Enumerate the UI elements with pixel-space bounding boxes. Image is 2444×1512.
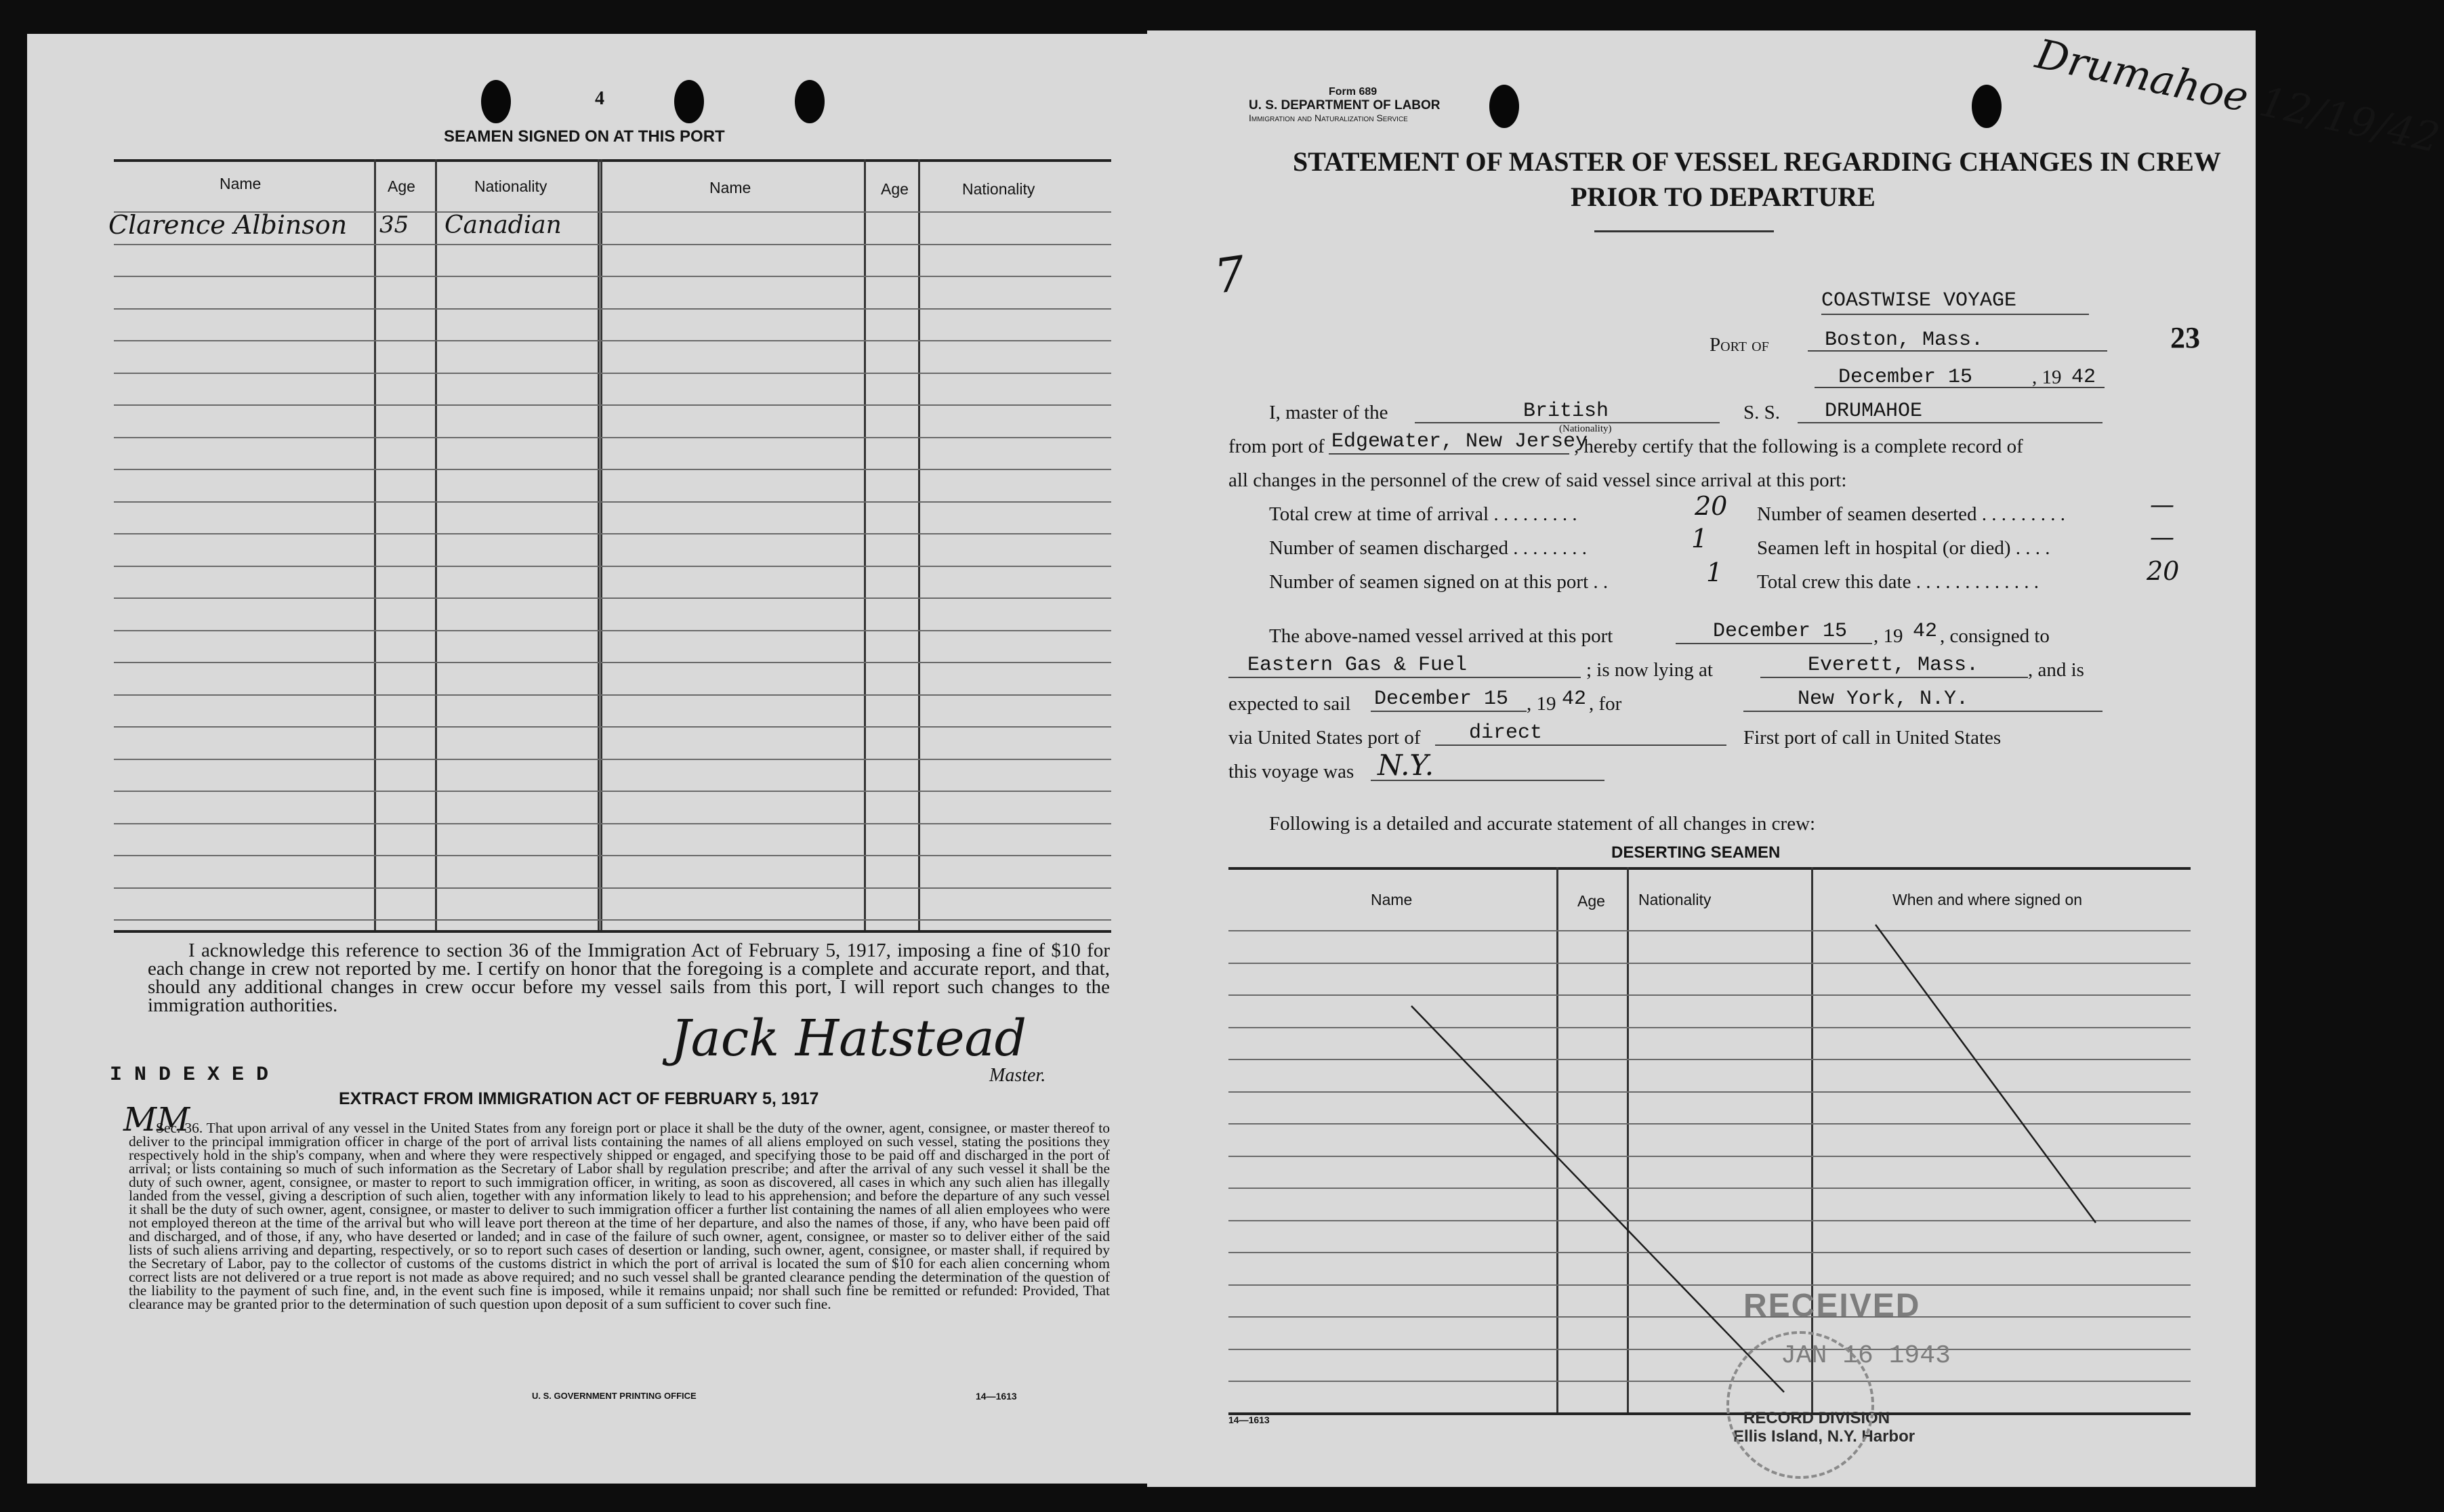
- certify-text-line2: all changes in the personnel of the crew of said vessel since arrival at this port:: [1228, 469, 1847, 491]
- seaman-name: Clarence Albinson: [108, 210, 348, 240]
- row-rule: [114, 566, 1111, 567]
- row-rule: [114, 791, 1111, 792]
- sail-century: , 19: [1527, 693, 1556, 715]
- statement-date: December 15: [1838, 366, 1973, 389]
- seaman-nationality: Canadian: [444, 211, 562, 239]
- binder-hole: [481, 80, 511, 123]
- deserted-value: —: [2150, 491, 2174, 519]
- following-label: Following is a detailed and accurate statement of all changes in crew:: [1269, 813, 1816, 835]
- indexed-stamp: I N D E X E D: [110, 1064, 269, 1087]
- row-rule: [114, 244, 1111, 245]
- received-stamp: RECEIVED: [1743, 1288, 1921, 1324]
- deserting-column-age: Age: [1577, 892, 1605, 910]
- port-label: Port of: [1710, 334, 1769, 356]
- row-rule: [114, 887, 1111, 889]
- arrived-label: The above-named vessel arrived at this port: [1269, 625, 1613, 647]
- this-voyage-label: this voyage was: [1228, 761, 1354, 782]
- clerk-initials: MM: [123, 1101, 190, 1139]
- postmark-circle: [1726, 1331, 1874, 1479]
- table-top-rule: [114, 159, 1111, 162]
- vessel-nationality: British: [1523, 400, 1609, 423]
- page-number: 4: [595, 88, 604, 109]
- hospital-value: —: [2150, 524, 2174, 551]
- discharged-label: Number of seamen discharged . . . . . . . .: [1269, 537, 1587, 559]
- row-rule: [114, 340, 1111, 341]
- row-rule: [114, 694, 1111, 696]
- via-label: via United States port of: [1228, 727, 1421, 749]
- row-rule: [114, 533, 1111, 534]
- column-rule: [918, 159, 920, 931]
- row-rule: [114, 469, 1111, 470]
- lying-at-label: ; is now lying at: [1586, 659, 1713, 681]
- total-crew-arrival-label: Total crew at time of arrival . . . . . . . . .: [1269, 503, 1577, 525]
- hospital-label: Seamen left in hospital (or died) . . . .: [1757, 537, 2050, 559]
- ss-label: S. S.: [1743, 402, 1781, 423]
- column-rule: [864, 159, 866, 931]
- port-of-departure: Boston, Mass.: [1825, 329, 1984, 352]
- column-rule: [600, 159, 602, 931]
- sail-date: December 15: [1374, 688, 1509, 711]
- total-crew-arrival-value: 20: [1695, 491, 1728, 521]
- expected-label: expected to sail: [1228, 693, 1351, 715]
- left-form-code: 14—1613: [976, 1391, 1017, 1402]
- column-header-nationality: Nationality: [474, 177, 547, 195]
- row-rule: [114, 308, 1111, 310]
- from-port: Edgewater, New Jersey: [1331, 430, 1588, 453]
- row-rule: [114, 759, 1111, 760]
- nationality-caption: (Nationality): [1559, 423, 1612, 434]
- acknowledgment-text: I acknowledge this reference to section 36 of the Immigration Act of February 5, 1917, imposing a fine of $10 for each change in crew not reported by me. I certify on honor that the foregoing is a complete and accurate report, and that, should any additional changes in crew occur before my vessel sails from this port, I will report such changes to the immigration authorities.: [148, 940, 1110, 1016]
- consignee: Eastern Gas & Fuel: [1247, 654, 1468, 677]
- ellis-island: Ellis Island, N.Y. Harbor: [1733, 1427, 1915, 1446]
- right-page: [1147, 30, 2444, 1487]
- column-header-age-2: Age: [881, 180, 909, 198]
- corner-note: Drumahoe 12/19/42: [2031, 30, 2444, 163]
- row-rule: [114, 276, 1111, 277]
- column-rule: [374, 159, 376, 931]
- row-rule: [114, 630, 1111, 631]
- vessel-name: DRUMAHOE: [1825, 400, 1923, 423]
- statement-date-year: 42: [2071, 366, 2096, 389]
- row-rule: [114, 373, 1111, 374]
- row-rule: [114, 726, 1111, 728]
- voyage-type: COASTWISE VOYAGE: [1821, 289, 2017, 312]
- row-rule: [114, 855, 1111, 856]
- total-crew-date-value: 20: [2147, 556, 2180, 586]
- master-of-the-label: I, master of the: [1269, 402, 1388, 423]
- row-rule: [114, 823, 1111, 824]
- first-port-label: First port of call in United States: [1743, 727, 2002, 749]
- deserting-column-nationality: Nationality: [1638, 891, 1712, 908]
- row-rule: [114, 597, 1111, 599]
- signed-on-value: 1: [1706, 558, 1723, 587]
- received-date: JAN 16 1943: [1781, 1341, 1951, 1370]
- form-number: Form 689: [1329, 86, 1378, 98]
- master-label: Master.: [989, 1065, 1046, 1086]
- certify-text: , hereby certify that the following is a complete record of: [1574, 436, 2023, 457]
- row-rule: [114, 501, 1111, 503]
- signed-on-label: Number of seamen signed on at this port . .: [1269, 571, 1609, 593]
- binder-hole: [674, 80, 704, 123]
- extract-text: Sec. 36. That upon arrival of any vessel in the United States from any foreign port or place it shall be the duty of the owner, agent, consignee, or master thereof to deliver to the principal immigration officer in charge of the port of arrival lists containing the names of all aliens employed on such vessel, stating the positions they respectively hold in the ship's company, when and where they were respectively shipped or engaged, and specifying those to be paid off and discharged in the port of arrival; or lists containing so much of such information as the Secretary of Labor shall by regulation prescribe; and after the arrival of any such vessel it shall be the duty of such owner, agent, consignee, or master to report to such immigration officer, in writing, as soon as discovered, all cases in which any such alien has illegally landed from the vessel, giving a description of such alien, together with any information likely to lead to his apprehension; and before the departure of any such vessel it shall be the duty of such owner, agent, consignee, or master to deliver to such immigration officer a further list containing the names of all alien employees who were not employed thereon at the time of the arrival but who will leave port thereon at the time of her departure, and also the names of those, if any, who have been paid off and discharged, and of those, if any, who have deserted or landed; and in case of the failure of such owner, agent, consignee, or master so to deliver either of the said lists of such aliens arriving and departing, respectively, or so to report such cases of desertion or landing, such owner, agent, consignee, or master shall, if required by the Secretary of Labor, pay to the collector of customs of the customs district in which the port of arrival is located the sum of $10 for each alien concerning whom correct lists are not delivered or a true report is not made as above required; and no such vessel shall be granted clearance pending the determination of the question of the liability to the payment of such fine, and, in the event such fine is imposed, while it remains unpaid; nor shall such fine be remitted or refunded: Provided, That clearance may be granted prior to the determination of such question upon deposit of a sum sufficient to cover such fine.: [129, 1120, 1110, 1312]
- service: Immigration and Naturalization Service: [1249, 112, 1408, 123]
- margin-mark: 7: [1211, 245, 1249, 305]
- extract-title: EXTRACT FROM IMMIGRATION ACT OF FEBRUARY 5, 1917: [339, 1089, 819, 1108]
- cancellation-strokes: [1147, 30, 2256, 1487]
- table-bottom-rule: [114, 930, 1111, 933]
- deserted-label: Number of seamen deserted . . . . . . . . .: [1757, 503, 2066, 525]
- form-title-line2: PRIOR TO DEPARTURE: [1571, 182, 1876, 212]
- from-port-label: from port of: [1228, 436, 1325, 457]
- sail-year: 42: [1562, 688, 1587, 711]
- via-port: direct: [1469, 721, 1543, 744]
- column-header-nationality-2: Nationality: [962, 180, 1035, 198]
- record-division: RECORD DIVISION: [1743, 1409, 1890, 1427]
- form-title-line1: STATEMENT OF MASTER OF VESSEL REGARDING CHANGES IN CREW: [1293, 146, 2221, 177]
- deserting-column-signed-on: When and where signed on: [1892, 891, 2083, 908]
- first-port-value: N.Y.: [1378, 749, 1434, 782]
- sheet-number: 23: [2170, 321, 2200, 354]
- right-form-code: 14—1613: [1228, 1414, 1270, 1425]
- master-signature: Jack Hatstead: [671, 1009, 1027, 1068]
- column-header-age: Age: [388, 177, 415, 195]
- arrived-date: December 15: [1713, 620, 1848, 643]
- column-header-name-2: Name: [709, 179, 751, 196]
- printing-office: U. S. GOVERNMENT PRINTING OFFICE: [532, 1391, 697, 1401]
- total-crew-date-label: Total crew this date . . . . . . . . . . . . .: [1757, 571, 2039, 593]
- row-rule: [114, 437, 1111, 438]
- and-is-label: , and is: [2028, 659, 2084, 681]
- column-rule: [435, 159, 437, 931]
- consigned-to-label: , consigned to: [1940, 625, 2050, 647]
- section-title: SEAMEN SIGNED ON AT THIS PORT: [444, 127, 725, 146]
- statement-date-century: , 19: [2032, 366, 2062, 388]
- arrived-year: 42: [1913, 620, 1938, 643]
- for-label: , for: [1589, 693, 1622, 715]
- lying-at: Everett, Mass.: [1808, 654, 1979, 677]
- column-rule: [598, 159, 600, 931]
- arrived-century: , 19: [1873, 625, 1903, 647]
- row-rule: [114, 662, 1111, 663]
- destination: New York, N.Y.: [1798, 688, 1969, 711]
- left-page: [27, 34, 1152, 1484]
- seaman-age: 35: [379, 211, 409, 238]
- discharged-value: 1: [1691, 524, 1708, 553]
- binder-hole: [795, 80, 825, 123]
- column-header-name: Name: [220, 175, 262, 192]
- row-rule: [114, 919, 1111, 921]
- row-rule: [114, 404, 1111, 406]
- deserting-title: DESERTING SEAMEN: [1611, 843, 1781, 862]
- deserting-column-name: Name: [1371, 891, 1413, 908]
- department: U. S. DEPARTMENT OF LABOR: [1249, 98, 1441, 112]
